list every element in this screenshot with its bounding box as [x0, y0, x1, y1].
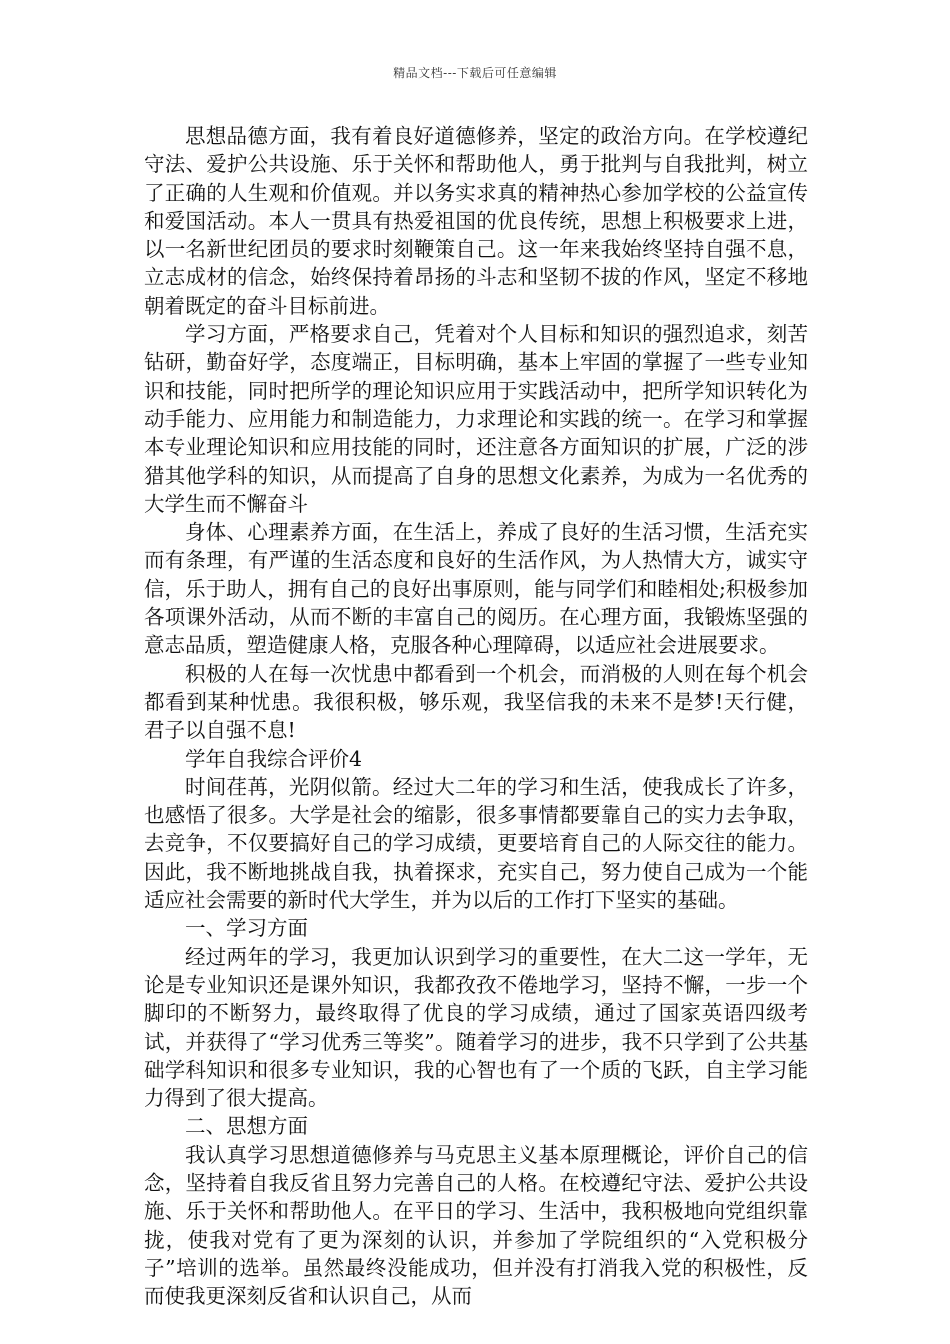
heading-study: 一、学习方面: [185, 916, 308, 941]
document-body: [144, 122, 808, 1310]
paragraph-intro: 时间荏苒，光阴似箭。经过大二年的学习和生活，使我成长了许多，也感悟了很多。大学是社会的缩影，很多事情都要靠自己的实力去争取，去竞争，不仅要搞好自己的学习成绩，更要培育自己的人际交往的能力。因此，我不断地挑战自我，执着探求，充实自己，努力使自己成为一个能适应社会需要的新时代大学生，并为以后的工作打下坚实的基础。: [144, 774, 808, 913]
section-title: 学年自我综合评价4: [185, 746, 363, 771]
paragraph-thought: 我认真学习思想道德修养与马克思主义基本原理概论，评价自己的信念，坚持着自我反省且努力完善自己的人格。在校遵纪守法、爱护公共设施、乐于关怀和帮助他人。在平日的学习、生活中，我积极地向党组织靠拢，使我对党有了更为深刻的认识，并参加了学院组织的“入党积极分子”培训的选举。虽然最终没能成功，但并没有打消我入党的积极性，反而使我更深刻反省和认识自己，从而: [144, 1142, 808, 1309]
paragraph-moral: 思想品德方面，我有着良好道德修养，坚定的政治方向。在学校遵纪守法、爱护公共设施、乐于关怀和帮助他人，勇于批判与自我批判，树立了正确的人生观和价值观。并以务实求真的精神热心参加学校的公益宣传和爱国活动。本人一贯具有热爱祖国的优良传统，思想上积极要求上进，以一名新世纪团员的要求时刻鞭策自己。这一年来我始终坚持自强不息，立志成材的信念，始终保持着昂扬的斗志和坚韧不拔的作风，坚定不移地朝着既定的奋斗目标前进。: [144, 124, 808, 318]
page-header: 精品文档---下载后可任意编辑: [393, 66, 557, 80]
paragraph-study-2: 经过两年的学习，我更加认识到学习的重要性，在大二这一学年，无论是专业知识还是课外知识，我都孜孜不倦地学习，坚持不懈，一步一个脚印的不断努力，最终取得了优良的学习成绩，通过了国家英语四级考试，并获得了“学习优秀三等奖”。随着学习的进步，我不只学到了公共基础学科知识和很多专业知识，我的心智也有了一个质的飞跃，自主学习能力得到了很大提高。: [144, 944, 808, 1111]
paragraph-study: 学习方面，严格要求自己，凭着对个人目标和知识的强烈追求，刻苦钻研，勤奋好学，态度端正，目标明确，基本上牢固的掌握了一些专业知识和技能，同时把所学的理论知识应用于实践活动中，把所学知识转化为动手能力、应用能力和制造能力，力求理论和实践的统一。在学习和掌握本专业理论知识和应用技能的同时，还注意各方面知识的扩展，广泛的涉猎其他学科的知识，从而提高了自身的思想文化素养，为成为一名优秀的大学生而不懈奋斗: [144, 322, 808, 516]
heading-thought: 二、思想方面: [185, 1114, 308, 1139]
paragraph-physical-mental: 身体、心理素养方面，在生活上，养成了良好的生活习惯，生活充实而有条理，有严谨的生活态度和良好的生活作风，为人热情大方，诚实守信，乐于助人，拥有自己的良好出事原则，能与同学们和睦相处;积极参加各项课外活动，从而不断的丰富自己的阅历。在心理方面，我锻炼坚强的意志品质，塑造健康人格，克服各种心理障碍，以适应社会进展要求。: [144, 520, 808, 658]
paragraph-optimism: 积极的人在每一次忧患中都看到一个机会，而消极的人则在每个机会都看到某种忧患。我很积极，够乐观，我坚信我的未来不是梦!天行健，君子以自强不息!: [144, 661, 808, 743]
